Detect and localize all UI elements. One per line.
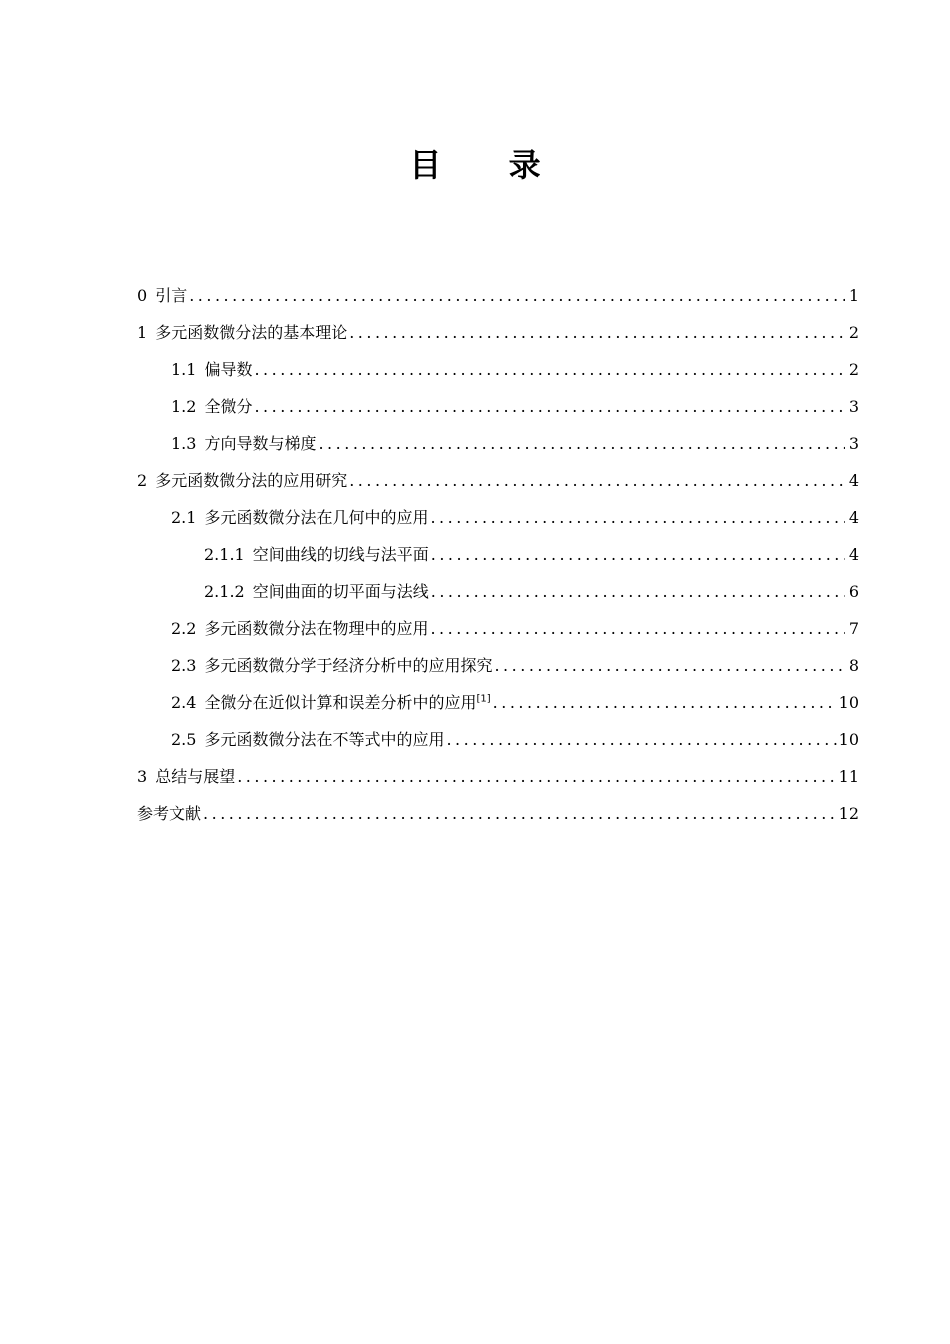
toc-entry-title: 参考文献 xyxy=(137,804,202,823)
toc-entry-number: 1.1 xyxy=(171,360,197,379)
toc-entry-page: 2 xyxy=(848,360,859,379)
toc-dot-leader xyxy=(430,503,845,533)
toc-entry-title: 偏导数 xyxy=(204,360,253,379)
toc-entry-number: 2.3 xyxy=(171,656,197,675)
toc-entry-number: 2.1 xyxy=(171,508,197,527)
toc-entry-title: 多元函数微分法的应用研究 xyxy=(155,471,348,490)
toc-dot-leader xyxy=(254,392,845,422)
toc-entry-title: 空间曲面的切平面与法线 xyxy=(252,582,429,601)
toc-entry-page: 3 xyxy=(848,434,859,453)
toc-entry-number: 2.1.1 xyxy=(204,545,245,564)
toc-dot-leader xyxy=(254,355,845,385)
toc-entry-title: 多元函数微分学于经济分析中的应用探究 xyxy=(204,656,493,675)
toc-entry-page: 10 xyxy=(838,730,859,749)
toc-entry-title xyxy=(204,688,490,718)
toc-entry-title: 全微分 xyxy=(204,397,253,416)
toc-entry[interactable] xyxy=(137,540,859,577)
toc-entry-number: 1.3 xyxy=(171,434,197,453)
toc-dot-leader xyxy=(494,651,845,681)
toc-dot-leader xyxy=(203,799,837,829)
toc-entry-page: 10 xyxy=(838,693,859,712)
toc-entry-title: 多元函数微分法在不等式中的应用 xyxy=(204,730,445,749)
toc-entry-number: 2 xyxy=(137,471,148,490)
toc-entry[interactable] xyxy=(137,503,859,540)
toc-entry-title: 多元函数微分法的基本理论 xyxy=(155,323,348,342)
toc-dot-leader xyxy=(318,429,845,459)
toc-entry[interactable] xyxy=(137,614,859,651)
toc-entry-page: 3 xyxy=(848,397,859,416)
toc-entry-page: 4 xyxy=(848,471,859,490)
toc-entry[interactable] xyxy=(137,281,859,318)
toc-entry-number: 2.4 xyxy=(171,693,197,712)
citation-superscript[interactable]: [1] xyxy=(476,693,491,705)
toc-entry-page: 1 xyxy=(848,286,859,305)
toc-entry-page: 6 xyxy=(848,582,859,601)
toc-entry-page: 4 xyxy=(848,508,859,527)
toc-entry-page: 12 xyxy=(838,804,859,823)
toc-entry[interactable] xyxy=(137,466,859,503)
toc-dot-leader xyxy=(349,318,845,348)
toc-entry[interactable] xyxy=(137,799,859,836)
toc-entry-page: 8 xyxy=(848,656,859,675)
toc-entry[interactable] xyxy=(137,688,859,725)
toc-entry-title: 多元函数微分法在几何中的应用 xyxy=(204,508,429,527)
toc-dot-leader xyxy=(431,577,845,607)
toc-entry-title: 总结与展望 xyxy=(155,767,236,786)
toc-dot-leader xyxy=(446,725,836,755)
toc-entry[interactable] xyxy=(137,318,859,355)
toc-entry-page: 11 xyxy=(838,767,859,786)
toc-dot-leader xyxy=(493,688,837,718)
toc-entry[interactable] xyxy=(137,651,859,688)
toc-dot-leader xyxy=(349,466,845,496)
toc-entry-title: 引言 xyxy=(155,286,188,305)
toc-entry-title: 空间曲线的切线与法平面 xyxy=(252,545,429,564)
toc-entry[interactable] xyxy=(137,392,859,429)
toc-dot-leader xyxy=(430,614,845,644)
toc-dot-leader xyxy=(431,540,845,570)
toc-dot-leader xyxy=(189,281,845,311)
toc-entry[interactable] xyxy=(137,355,859,392)
toc-entry-number: 1 xyxy=(137,323,148,342)
toc-entry-number: 0 xyxy=(137,286,148,305)
toc-title: 目 录 xyxy=(409,146,569,184)
toc-entry-title: 方向导数与梯度 xyxy=(204,434,317,453)
toc-entry-page: 7 xyxy=(848,619,859,638)
toc-entry-number: 2.5 xyxy=(171,730,197,749)
toc-entry-title: 多元函数微分法在物理中的应用 xyxy=(204,619,429,638)
toc-entry[interactable] xyxy=(137,577,859,614)
toc-entry-title-text: 全微分在近似计算和误差分析中的应用 xyxy=(204,693,477,712)
toc-entry[interactable] xyxy=(137,429,859,466)
toc-entry-page: 4 xyxy=(848,545,859,564)
toc-entry-number: 3 xyxy=(137,767,148,786)
toc-entry-number: 2.2 xyxy=(171,619,197,638)
toc-list xyxy=(137,281,859,836)
toc-dot-leader xyxy=(237,762,836,792)
toc-entry-number: 2.1.2 xyxy=(204,582,245,601)
toc-entry-page: 2 xyxy=(848,323,859,342)
toc-entry[interactable] xyxy=(137,725,859,762)
toc-entry-number: 1.2 xyxy=(171,397,197,416)
toc-entry[interactable] xyxy=(137,762,859,799)
